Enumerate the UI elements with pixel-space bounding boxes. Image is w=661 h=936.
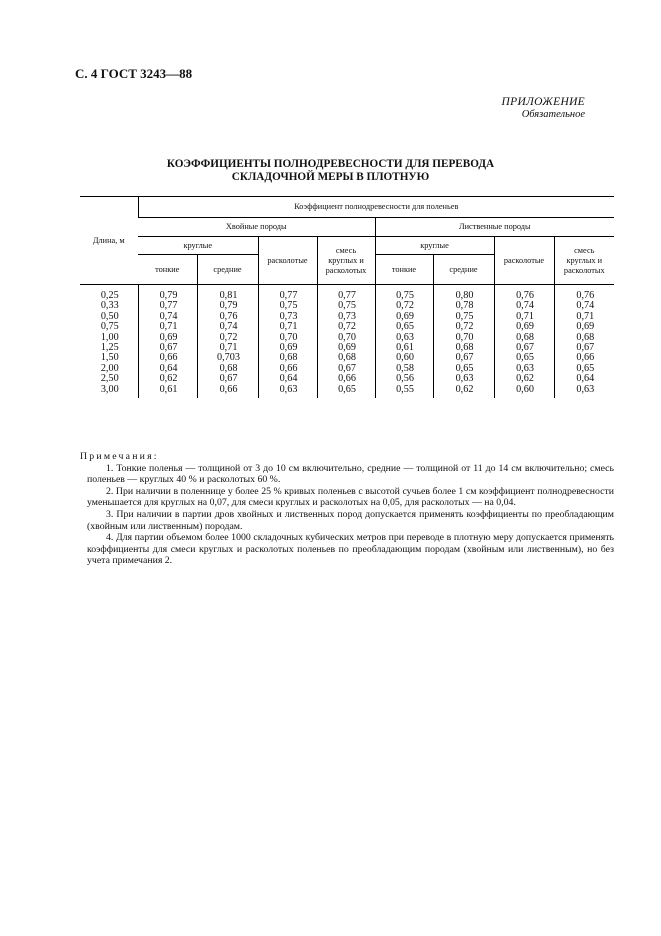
mix-line: круглых и: [566, 255, 603, 265]
cell-coefficient: 0,70: [317, 333, 375, 343]
col-header-softwood-round: круглые: [138, 237, 258, 255]
cell-coefficient: 0,69: [258, 343, 317, 353]
cell-coefficient: 0,76: [197, 312, 258, 322]
col-header-softwood-mix: [317, 237, 375, 285]
cell-coefficient: 0,703: [197, 353, 258, 363]
cell-coefficient: 0,71: [554, 312, 614, 322]
cell-coefficient: 0,68: [197, 364, 258, 374]
cell-coefficient: 0,77: [317, 285, 375, 302]
cell-coefficient: 0,63: [554, 385, 614, 398]
cell-coefficient: 0,55: [375, 385, 433, 398]
cell-coefficient: 0,63: [494, 364, 554, 374]
col-header-hardwood: Лиственные породы: [375, 218, 614, 237]
cell-coefficient: 0,74: [138, 312, 197, 322]
cell-coefficient: 0,71: [138, 322, 197, 332]
mix-line: расколотых: [563, 265, 605, 275]
mix-line: смесь: [335, 245, 357, 255]
cell-coefficient: 0,56: [375, 374, 433, 384]
cell-coefficient: 0,64: [554, 374, 614, 384]
cell-coefficient: 0,74: [197, 322, 258, 332]
note-item: 4. Для партии объемом более 1000 складочных кубических метров при переводе в плотную меру допускается применять коэффициенты для смеси круглых и расколотых поленьев по преобладающим породам (хвойным или лиственным), но без учета примечания 2.: [87, 532, 614, 567]
cell-coefficient: 0,76: [554, 285, 614, 302]
col-header-softwood: Хвойные породы: [138, 218, 375, 237]
cell-coefficient: 0,69: [317, 343, 375, 353]
mix-line: смесь: [574, 245, 595, 255]
cell-coefficient: 0,71: [258, 322, 317, 332]
cell-coefficient: 0,72: [375, 301, 433, 311]
cell-coefficient: 0,69: [138, 333, 197, 343]
title-line-1: КОЭФФИЦИЕНТЫ ПОЛНОДРЕВЕСНОСТИ ДЛЯ ПЕРЕВОДА: [166, 158, 495, 170]
cell-length: 0,75: [100, 321, 119, 333]
cell-coefficient: 0,66: [138, 353, 197, 363]
cell-length: 3,00: [100, 383, 119, 395]
cell-coefficient: 0,65: [375, 322, 433, 332]
cell-coefficient: 0,60: [494, 385, 554, 398]
cell-coefficient: 0,77: [258, 285, 317, 302]
cell-coefficient: 0,65: [317, 385, 375, 398]
cell-coefficient: 0,65: [433, 364, 494, 374]
cell-coefficient: 0,73: [258, 312, 317, 322]
col-header-hardwood-thin: тонкие: [375, 255, 433, 285]
cell-coefficient: 0,68: [258, 353, 317, 363]
cell-coefficient: 0,76: [494, 285, 554, 302]
cell-coefficient: 0,64: [258, 374, 317, 384]
cell-coefficient: 0,74: [494, 301, 554, 311]
cell-coefficient: 0,68: [317, 353, 375, 363]
col-header-hardwood-round: круглые: [375, 237, 494, 255]
cell-coefficient: 0,62: [433, 385, 494, 398]
cell-length: 1,00: [100, 331, 119, 343]
mix-line: круглых и: [328, 255, 364, 265]
cell-length: 0,25: [100, 290, 119, 301]
cell-coefficient: 0,68: [554, 333, 614, 343]
cell-coefficient: 0,81: [197, 285, 258, 302]
cell-coefficient: 0,65: [494, 353, 554, 363]
note-item: 2. При наличии в поленнице у более 25 % кривых поленьев с высотой сучьев более 1 см коэффициент полнодревесности уменьшается для круглых на 0,07, для смеси круглых и расколотых на 0,05, для расколотых — на 0,04.: [87, 485, 614, 509]
cell-coefficient: 0,69: [554, 322, 614, 332]
cell-coefficient: 0,73: [317, 312, 375, 322]
cell-coefficient: 0,66: [554, 353, 614, 363]
note-item: 3. При наличии в партии дров хвойных и лиственных пород допускается применять коэффициенты по преобладающим (хвойным или лиственным) породам.: [87, 508, 614, 532]
cell-coefficient: 0,62: [138, 374, 197, 384]
cell-coefficient: 0,66: [317, 374, 375, 384]
cell-coefficient: 0,63: [258, 385, 317, 398]
cell-length: 2,50: [100, 373, 119, 385]
cell-coefficient: 0,72: [433, 322, 494, 332]
cell-coefficient: 0,74: [554, 301, 614, 311]
cell-coefficient: 0,58: [375, 364, 433, 374]
cell-coefficient: 0,67: [317, 364, 375, 374]
cell-coefficient: 0,79: [197, 301, 258, 311]
cell-coefficient: 0,75: [258, 301, 317, 311]
cell-coefficient: 0,71: [197, 343, 258, 353]
col-header-hardwood-mix: [554, 237, 614, 285]
col-header-coefficient: Коэффициент полнодревесности для поленьев: [138, 197, 614, 218]
page-header: С. 4 ГОСТ 3243—88: [75, 66, 193, 81]
col-header-length: Длина, м: [92, 235, 125, 245]
cell-coefficient: 0,68: [494, 333, 554, 343]
cell-coefficient: 0,68: [433, 343, 494, 353]
cell-coefficient: 0,75: [375, 285, 433, 302]
col-header-softwood-medium: средние: [197, 255, 258, 285]
col-header-softwood-split: расколотые: [258, 237, 317, 285]
notes-title: Примечания:: [80, 451, 159, 462]
cell-coefficient: 0,75: [317, 301, 375, 311]
table-body: [80, 285, 614, 399]
cell-coefficient: 0,67: [433, 353, 494, 363]
cell-coefficient: 0,63: [433, 374, 494, 384]
cell-coefficient: 0,70: [433, 333, 494, 343]
cell-coefficient: 0,80: [433, 285, 494, 302]
cell-length: 1,50: [100, 352, 119, 364]
cell-length: 0,33: [100, 300, 119, 312]
cell-coefficient: 0,67: [138, 343, 197, 353]
col-header-hardwood-medium: средние: [433, 255, 494, 285]
cell-coefficient: 0,67: [197, 374, 258, 384]
cell-coefficient: 0,78: [433, 301, 494, 311]
cell-length: 2,00: [100, 362, 119, 374]
cell-coefficient: 0,61: [375, 343, 433, 353]
cell-length: 1,25: [100, 342, 119, 354]
cell-coefficient: 0,69: [375, 312, 433, 322]
note-item: 1. Тонкие поленья — толщиной от 3 до 10 см включительно, средние — толщиной от 11 до 14 см включительно; смесь поленьев — круглых 40 % и расколотых 60 %.: [87, 462, 614, 486]
appendix-label: [502, 96, 585, 120]
appendix-title: ПРИЛОЖЕНИЕ: [501, 96, 585, 108]
col-header-hardwood-split: расколотые: [494, 237, 554, 285]
cell-coefficient: 0,77: [138, 301, 197, 311]
cell-coefficient: 0,62: [494, 374, 554, 384]
coefficients-table: [80, 196, 614, 398]
cell-coefficient: 0,63: [375, 333, 433, 343]
cell-coefficient: 0,75: [433, 312, 494, 322]
cell-coefficient: 0,67: [494, 343, 554, 353]
document-title: [0, 158, 661, 184]
cell-coefficient: 0,66: [258, 364, 317, 374]
cell-coefficient: 0,60: [375, 353, 433, 363]
cell-coefficient: 0,79: [138, 285, 197, 302]
cell-coefficient: 0,61: [138, 385, 197, 398]
notes-section: [80, 451, 614, 567]
cell-length: 0,50: [100, 310, 119, 322]
table-row: [80, 285, 614, 302]
cell-coefficient: 0,65: [554, 364, 614, 374]
cell-coefficient: 0,66: [197, 385, 258, 398]
table-row: [80, 385, 614, 398]
col-header-softwood-thin: тонкие: [155, 264, 180, 274]
cell-coefficient: 0,70: [258, 333, 317, 343]
cell-coefficient: 0,71: [494, 312, 554, 322]
cell-coefficient: 0,67: [554, 343, 614, 353]
cell-coefficient: 0,64: [138, 364, 197, 374]
appendix-status: Обязательное: [521, 109, 585, 120]
title-line-2: СКЛАДОЧНОЙ МЕРЫ В ПЛОТНУЮ: [231, 171, 430, 183]
cell-coefficient: 0,72: [317, 322, 375, 332]
mix-line: расколотых: [325, 265, 367, 275]
cell-coefficient: 0,72: [197, 333, 258, 343]
cell-coefficient: 0,69: [494, 322, 554, 332]
